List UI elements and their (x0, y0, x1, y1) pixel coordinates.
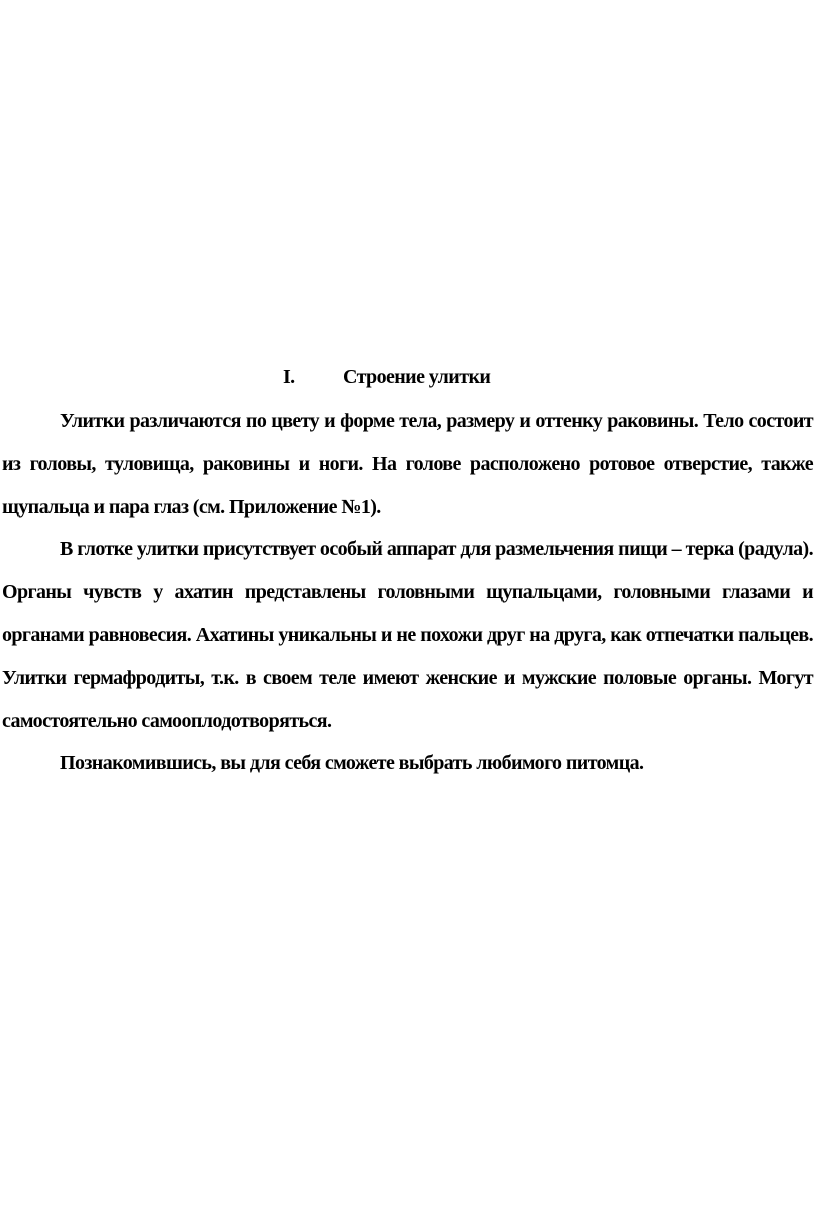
body-text (2, 400, 813, 785)
paragraph-3: Познакомившись, вы для себя сможете выбрать любимого питомца. (60, 752, 644, 775)
paragraph-1: Улитки различаются по цвету и форме тела, размеру и оттенку раковины. Тело состоит из головы, туловища, раковины и ноги. На голове расположено ротовое отверстие, также щупальца и пара глаз (см. Приложение №1). (2, 410, 813, 518)
paragraph-2: В глотке улитки присутствует особый аппарат для размельчения пищи – терка (радула). Органы чувств у ахатин представлены головными щупальцами, головными глазами и органами равновесия. Ахатины уникальны и не похожи друг на друга, как отпечатки пальцев. Улитки гермафродиты, т.к. в своем теле имеют женские и мужские половые органы. Могут самостоятельно самооплодотворяться. (2, 538, 813, 732)
section-heading (0, 366, 816, 396)
section-title: Строение улитки (343, 366, 491, 388)
section-number: I. (283, 366, 295, 388)
